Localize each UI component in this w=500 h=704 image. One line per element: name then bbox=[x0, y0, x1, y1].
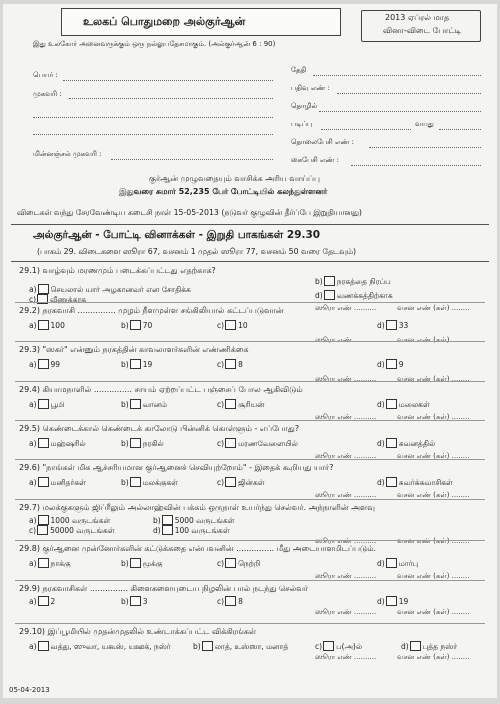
option-c[interactable] bbox=[217, 438, 298, 449]
job-field[interactable] bbox=[319, 111, 481, 112]
option-label: லாத், உஸ்ஸா, மனாத் bbox=[214, 642, 289, 651]
option-letter: a) bbox=[29, 478, 37, 487]
answer-checkbox[interactable] bbox=[130, 399, 141, 409]
sura-number-label: ஸூரா எண் bbox=[315, 491, 352, 499]
option-label: நரகத்தை நிரப்ப bbox=[336, 277, 391, 286]
option-letter: a) bbox=[29, 642, 37, 651]
option-label: 2 bbox=[50, 597, 56, 606]
answer-checkbox[interactable] bbox=[38, 359, 49, 369]
option-label: சுவர்க்கவாசிகள் bbox=[398, 478, 453, 487]
option-d[interactable] bbox=[377, 399, 430, 410]
question-block bbox=[3, 306, 497, 346]
question-divider bbox=[15, 381, 485, 382]
answer-checkbox[interactable] bbox=[225, 477, 236, 487]
question-text: 29.3) "ஸகர்" என்னும் நரகத்தின் காவலாளர்களின் எண்ணிக்கை bbox=[19, 345, 249, 354]
option-d[interactable] bbox=[377, 477, 453, 488]
verse-number-label: வசன எண் (கள்) bbox=[397, 653, 450, 661]
question-text: 29.4) கியாமநாளில் ............... சாயம் ஏற்றப்பட்ட பஞ்சைப் போல ஆகிவிடும் bbox=[19, 385, 303, 394]
option-label: சுவனத்தில் bbox=[398, 439, 436, 448]
option-label: நாக்கு bbox=[50, 559, 71, 568]
option-c[interactable] bbox=[315, 641, 362, 652]
email-field[interactable] bbox=[111, 159, 273, 160]
option-b[interactable] bbox=[121, 558, 162, 569]
sura-number-field[interactable]: ஸூரா எண் .......... bbox=[315, 537, 377, 545]
answer-checkbox[interactable] bbox=[130, 359, 141, 369]
option-d[interactable] bbox=[377, 359, 403, 369]
option-letter: c) bbox=[217, 400, 225, 409]
option-letter: b) bbox=[121, 360, 129, 369]
question-divider bbox=[15, 341, 485, 342]
option-label: வீணுக்காக bbox=[50, 295, 87, 304]
answer-checkbox[interactable] bbox=[38, 284, 49, 294]
answer-checkbox[interactable] bbox=[225, 438, 236, 448]
option-a[interactable] bbox=[29, 558, 71, 569]
question-text: 29.5) கெண்டைக்கால் கெண்டைக் காலோடு பின்னிக் கொள்ளும் - எப்போது? bbox=[19, 424, 300, 433]
sura-number-field[interactable]: ஸூரா எண் .......... bbox=[315, 304, 377, 312]
option-label: வணக்கத்திற்காக bbox=[336, 291, 393, 300]
study-field[interactable] bbox=[321, 129, 411, 130]
option-letter: c) bbox=[217, 597, 225, 606]
option-letter: a) bbox=[29, 400, 37, 409]
mobile-field[interactable] bbox=[351, 165, 481, 166]
option-label: மனிதர்கள் bbox=[50, 478, 86, 487]
question-block bbox=[3, 345, 497, 385]
answer-checkbox[interactable] bbox=[38, 477, 49, 487]
answer-checkbox[interactable] bbox=[38, 399, 49, 409]
verse-number-label: வசன எண் (கள்) bbox=[397, 608, 450, 616]
option-label: 19 bbox=[398, 597, 409, 606]
address-label: முகவரி : bbox=[33, 90, 62, 98]
sura-number-label: ஸூரா எண் bbox=[315, 413, 352, 421]
deadline-text: விடைகள் வந்து சேரவேண்டிய கடைசி நாள் 15-05-2013 (நடுவர் குழுவின் தீர்ப்பே இறுதியானது) bbox=[17, 208, 362, 217]
question-divider bbox=[15, 499, 485, 500]
option-letter: d) bbox=[377, 360, 385, 369]
verse-number-label: வசன எண் (கள்) bbox=[397, 572, 450, 580]
answer-checkbox[interactable] bbox=[386, 558, 397, 568]
verse-number-label: வசன எண் (கள்) bbox=[397, 413, 450, 421]
option-c[interactable] bbox=[217, 558, 260, 569]
option-label: மார்பு bbox=[398, 559, 419, 568]
sura-number-label: ஸூரா எண் bbox=[315, 653, 352, 661]
option-letter: b) bbox=[153, 516, 161, 525]
option-letter: d) bbox=[401, 642, 409, 651]
answer-checkbox[interactable] bbox=[225, 359, 236, 369]
address-field-1[interactable] bbox=[69, 98, 273, 99]
date-field[interactable] bbox=[313, 75, 481, 76]
verse-number-label: வசன எண் (கள்) bbox=[397, 336, 450, 344]
answer-checkbox[interactable] bbox=[225, 399, 236, 409]
option-label: வத்து, ஸுவா, யகூஸ், யஊக், நஸ்ர் bbox=[50, 642, 171, 651]
option-label: பூமி bbox=[50, 400, 65, 409]
answer-checkbox[interactable] bbox=[130, 320, 141, 330]
question-text: 29.9) நரகவாசிகள் ............... கிளைகளையுடைய நிழலின் பால் நடந்து செல்வர் bbox=[19, 584, 309, 593]
answer-checkbox[interactable] bbox=[386, 438, 397, 448]
sura-number-label: ஸூரா எண் bbox=[315, 608, 352, 616]
answer-checkbox[interactable] bbox=[323, 641, 334, 651]
option-d[interactable] bbox=[401, 641, 457, 652]
option-c[interactable] bbox=[217, 320, 248, 330]
sura-number-field[interactable]: ஸூரா எண் .......... bbox=[315, 336, 377, 344]
option-label: 8 bbox=[238, 360, 243, 369]
option-label: மூக்கு bbox=[142, 559, 163, 568]
option-d[interactable] bbox=[315, 290, 393, 301]
notice-line-1: குர்ஆன் முழுவதையும் வாசிக்க அரிய வாய்ப்பு bbox=[149, 174, 320, 183]
question-block bbox=[3, 627, 497, 667]
address-field-2[interactable] bbox=[33, 117, 273, 118]
option-letter: c) bbox=[217, 439, 225, 448]
answer-checkbox[interactable] bbox=[38, 515, 49, 525]
verse-line: இது உலகோர் அனைவருக்கும் ஒரு நல்லுபதேசமாகும். (அல்குர்ஆன் 6 : 90) bbox=[33, 40, 276, 48]
option-letter: c) bbox=[217, 478, 225, 487]
question-text: 29.8) குர்ஆனை முன்னோர்களின் கட்டுக்கதை என்பவனின் ............... மீது அடையாளமிடப்படும். bbox=[19, 544, 377, 553]
option-letter: b) bbox=[121, 478, 129, 487]
verse-number-field[interactable]: வசன எண் (கள்) ........ bbox=[397, 653, 470, 661]
sura-number-label: ஸூரா எண் bbox=[315, 375, 352, 383]
option-d[interactable] bbox=[377, 320, 408, 330]
option-label: 1000 வருடங்கள் bbox=[50, 516, 111, 525]
question-block bbox=[3, 424, 497, 464]
answer-checkbox[interactable] bbox=[37, 525, 48, 535]
verse-number-field[interactable]: வசன எண் (கள்) ........ bbox=[397, 537, 470, 545]
sura-number-label: ஸூரா எண் bbox=[315, 572, 352, 580]
answer-checkbox[interactable] bbox=[202, 641, 213, 651]
option-b[interactable] bbox=[121, 399, 167, 410]
option-label: ப(அ)ல் bbox=[336, 642, 363, 651]
sura-number-field[interactable]: ஸூரா எண் .......... bbox=[315, 572, 377, 580]
answer-checkbox[interactable] bbox=[130, 438, 141, 448]
sura-number-field[interactable]: ஸூரா எண் .......... bbox=[315, 653, 377, 661]
option-letter: b) bbox=[121, 400, 129, 409]
option-b[interactable] bbox=[121, 320, 152, 330]
option-letter: a) bbox=[29, 597, 37, 606]
verse-number-label: வசன எண் (கள்) bbox=[397, 304, 450, 312]
answer-checkbox[interactable] bbox=[386, 477, 397, 487]
option-label: மலக்குகள் bbox=[142, 478, 178, 487]
answer-checkbox[interactable] bbox=[225, 320, 236, 330]
option-c[interactable] bbox=[217, 359, 243, 369]
option-letter: c) bbox=[29, 526, 37, 535]
answer-checkbox[interactable] bbox=[38, 438, 49, 448]
option-a[interactable] bbox=[29, 438, 86, 449]
verse-number-label: வசன எண் (கள்) bbox=[397, 375, 450, 383]
answer-checkbox[interactable] bbox=[130, 477, 141, 487]
verse-number-label: வசன எண் (கள்) bbox=[397, 537, 450, 545]
option-c[interactable] bbox=[217, 596, 243, 606]
answer-checkbox[interactable] bbox=[225, 596, 236, 606]
reg-no-label: பதிவு எண் : bbox=[291, 84, 330, 92]
answer-checkbox[interactable] bbox=[225, 558, 236, 568]
option-label: நெற்றி bbox=[238, 559, 261, 568]
option-c[interactable] bbox=[29, 525, 115, 536]
option-letter: d) bbox=[153, 526, 161, 535]
option-label: 33 bbox=[398, 321, 409, 330]
option-d[interactable] bbox=[153, 525, 230, 536]
option-d[interactable] bbox=[377, 438, 435, 449]
verse-number-label: வசன எண் (கள்) bbox=[397, 491, 450, 499]
option-letter: c) bbox=[217, 559, 225, 568]
option-letter: a) bbox=[29, 559, 37, 568]
verse-number-field[interactable]: வசன எண் (கள்) ........ bbox=[397, 452, 470, 460]
option-c[interactable] bbox=[29, 294, 86, 305]
question-block bbox=[3, 584, 497, 624]
notice-line-2: இதுவரை சுமார் 52,235 பேர் போட்டியில் கலந்துள்ளனர் bbox=[119, 187, 328, 196]
option-letter: a) bbox=[29, 285, 37, 294]
sura-number-field[interactable]: ஸூரா எண் .......... bbox=[315, 608, 377, 616]
option-b[interactable] bbox=[193, 641, 288, 652]
section-rule-top bbox=[11, 224, 489, 225]
option-a[interactable] bbox=[29, 359, 60, 369]
option-letter: b) bbox=[315, 277, 323, 286]
sura-number-field[interactable]: ஸூரா எண் .......... bbox=[315, 452, 377, 460]
option-label: மரணவேளையில் bbox=[238, 439, 298, 448]
question-text: 29.7) மலக்குகளும் ஜிப்ரீலும் அல்லாஹ்வின் பக்கம் ஒருநாள் உயர்ந்து செல்வர். அந்நாளின் அளவு bbox=[19, 503, 375, 512]
option-label: 10 bbox=[238, 321, 248, 330]
question-divider bbox=[15, 540, 485, 541]
answer-checkbox[interactable] bbox=[130, 558, 141, 568]
study-label: படிப்பு bbox=[291, 120, 313, 128]
verse-number-field[interactable]: வசன எண் (கள்) ........ bbox=[397, 413, 470, 421]
option-letter: d) bbox=[377, 400, 385, 409]
sura-number-label: ஸூரா எண் bbox=[315, 537, 352, 545]
question-divider bbox=[15, 420, 485, 421]
option-letter: c) bbox=[217, 321, 225, 330]
verse-number-field[interactable]: வசன எண் (கள்) ........ bbox=[397, 491, 470, 499]
footer-date: 05-04-2013 bbox=[9, 686, 50, 694]
question-divider bbox=[15, 623, 485, 624]
option-letter: d) bbox=[377, 597, 385, 606]
name-label: பெயர் : bbox=[33, 71, 58, 79]
question-text: 29.2) நரகவாசி ............... முழம் நீளமுள்ள சங்கிலியால் கட்டப்படுவான் bbox=[19, 306, 284, 315]
question-text: 29.6) "நாங்கள் மிக ஆச்சரியமான குர்ஆனைச் செவியுற்றோம்" - இதைக் கூறியது யார்? bbox=[19, 463, 334, 472]
section-heading: அல்குர்ஆன் - போட்டி வினாக்கள் - இறுதி பாகங்கள் 29.30 bbox=[33, 229, 321, 241]
option-label: 100 bbox=[50, 321, 65, 330]
option-label: 70 bbox=[142, 321, 153, 330]
answer-checkbox[interactable] bbox=[324, 290, 335, 300]
sura-number-label: ஸூரா எண் bbox=[315, 336, 352, 344]
verse-number-field[interactable]: வசன எண் (கள்) ........ bbox=[397, 572, 470, 580]
question-block bbox=[3, 385, 497, 425]
option-label: 3 bbox=[142, 597, 148, 606]
sura-number-field[interactable]: ஸூரா எண் .......... bbox=[315, 413, 377, 421]
answer-checkbox[interactable] bbox=[38, 320, 49, 330]
address-field-3[interactable] bbox=[33, 134, 273, 135]
option-d[interactable] bbox=[377, 596, 408, 606]
date-label: தேதி bbox=[291, 66, 307, 74]
answer-checkbox[interactable] bbox=[386, 596, 397, 606]
question-block bbox=[3, 503, 497, 543]
option-letter: b) bbox=[121, 439, 129, 448]
question-block bbox=[3, 544, 497, 584]
option-letter: d) bbox=[377, 321, 385, 330]
section-rule-bottom bbox=[11, 261, 489, 262]
verse-number-field[interactable]: வசன எண் (கள்) ........ bbox=[397, 304, 470, 312]
option-c[interactable] bbox=[217, 399, 264, 410]
reg-no-field[interactable] bbox=[337, 93, 481, 94]
option-b[interactable] bbox=[121, 359, 152, 369]
section-part: (பாகம் 29. விடைகளை ஸூரா 67, வசனம் 1 முதல் ஸூரா 77, வசனம் 50 வரை தேடவும்) bbox=[37, 247, 357, 256]
verse-number-label: வசன எண் (கள்) bbox=[397, 452, 450, 460]
option-b[interactable] bbox=[121, 596, 147, 606]
option-label: வானம் bbox=[142, 400, 168, 409]
sura-number-label: ஸூரா எண் bbox=[315, 452, 352, 460]
answer-checkbox[interactable] bbox=[410, 641, 421, 651]
option-label: 5000 வருடங்கள் bbox=[174, 516, 235, 525]
option-letter: d) bbox=[377, 559, 385, 568]
mobile-label: கைபேசி எண் : bbox=[291, 156, 339, 164]
job-label: தொழில் bbox=[291, 102, 318, 110]
sura-number-label: ஸூரா எண் bbox=[315, 304, 352, 312]
option-a[interactable] bbox=[29, 596, 55, 606]
option-letter: c) bbox=[29, 295, 37, 304]
question-divider bbox=[15, 459, 485, 460]
answer-checkbox[interactable] bbox=[162, 525, 173, 535]
option-letter: b) bbox=[121, 597, 129, 606]
phone-label: தொலைபேசி எண் : bbox=[291, 138, 354, 146]
option-b[interactable] bbox=[121, 438, 164, 449]
option-letter: b) bbox=[121, 559, 129, 568]
option-c[interactable] bbox=[217, 477, 265, 488]
verse-number-field[interactable]: வசன எண் (கள்) ........ bbox=[397, 336, 470, 344]
option-label: 8 bbox=[238, 597, 243, 606]
answer-checkbox[interactable] bbox=[324, 276, 335, 286]
question-text: 29.10) இப்பூமியில் முதன்முதலில் உண்டாக்கப்பட்ட விக்கிரங்கள் bbox=[19, 627, 257, 636]
option-label: நரகில் bbox=[142, 439, 164, 448]
option-letter: b) bbox=[193, 642, 201, 651]
answer-checkbox[interactable] bbox=[130, 596, 141, 606]
option-letter: b) bbox=[121, 321, 129, 330]
option-letter: a) bbox=[29, 360, 37, 369]
answer-checkbox[interactable] bbox=[38, 596, 49, 606]
page-title: உலகப் பொதுமறை அல்குர்ஆன் bbox=[83, 15, 246, 28]
age-field[interactable] bbox=[439, 129, 481, 130]
option-letter: d) bbox=[315, 291, 323, 300]
option-letter: d) bbox=[377, 439, 385, 448]
option-letter: c) bbox=[217, 360, 225, 369]
age-label: வயது bbox=[415, 120, 434, 128]
answer-checkbox[interactable] bbox=[386, 399, 397, 409]
option-b[interactable] bbox=[121, 477, 178, 488]
answer-checkbox[interactable] bbox=[386, 320, 397, 330]
option-label: சூரியன் bbox=[238, 400, 265, 409]
answer-checkbox[interactable] bbox=[162, 515, 173, 525]
option-a[interactable] bbox=[29, 641, 171, 652]
name-field[interactable] bbox=[63, 80, 273, 81]
option-label: மஹ்ஷரில் bbox=[50, 439, 86, 448]
question-divider bbox=[15, 302, 485, 303]
option-label: மலைகள் bbox=[398, 400, 430, 409]
option-label: 100 வருடங்கள் bbox=[174, 526, 230, 535]
option-a[interactable] bbox=[29, 477, 86, 488]
option-letter: a) bbox=[29, 516, 37, 525]
option-label: செயலால் யார் அழகானவர் என சோதிக்க bbox=[50, 285, 191, 294]
contest-sheet bbox=[3, 4, 497, 698]
contest-name: வினா-விடை போட்டி bbox=[383, 26, 462, 35]
option-d[interactable] bbox=[377, 558, 418, 569]
option-letter: a) bbox=[29, 439, 37, 448]
answer-checkbox[interactable] bbox=[38, 558, 49, 568]
contest-month: 2013 ஏப்ரல் மாத bbox=[385, 13, 450, 22]
option-label: 99 bbox=[50, 360, 61, 369]
question-text: 29.1) வாழ்வும் மரணமும் படைக்கப்பட்டது எதற்காக? bbox=[19, 266, 216, 275]
question-block bbox=[3, 463, 497, 503]
option-label: 9 bbox=[398, 360, 404, 369]
verse-number-field[interactable]: வசன எண் (கள்) ........ bbox=[397, 375, 470, 383]
email-label: மின்னஞ்சல் முகவரி : bbox=[33, 150, 102, 158]
option-letter: a) bbox=[29, 321, 37, 330]
option-label: ஜின்கள் bbox=[238, 478, 265, 487]
option-label: புத்த நஸ்ர் bbox=[422, 642, 458, 651]
answer-checkbox[interactable] bbox=[386, 359, 397, 369]
phone-field[interactable] bbox=[369, 147, 481, 148]
question-divider bbox=[15, 580, 485, 581]
sura-number-field[interactable]: ஸூரா எண் .......... bbox=[315, 491, 377, 499]
option-a[interactable] bbox=[29, 399, 64, 410]
option-a[interactable] bbox=[29, 320, 65, 330]
option-letter: c) bbox=[315, 642, 323, 651]
verse-number-field[interactable]: வசன எண் (கள்) ........ bbox=[397, 608, 470, 616]
option-label: 50000 வருடங்கள் bbox=[50, 526, 115, 535]
option-b[interactable] bbox=[315, 276, 391, 287]
answer-checkbox[interactable] bbox=[38, 641, 49, 651]
sura-number-field[interactable]: ஸூரா எண் .......... bbox=[315, 375, 377, 383]
option-letter: d) bbox=[377, 478, 385, 487]
option-label: 19 bbox=[142, 360, 153, 369]
